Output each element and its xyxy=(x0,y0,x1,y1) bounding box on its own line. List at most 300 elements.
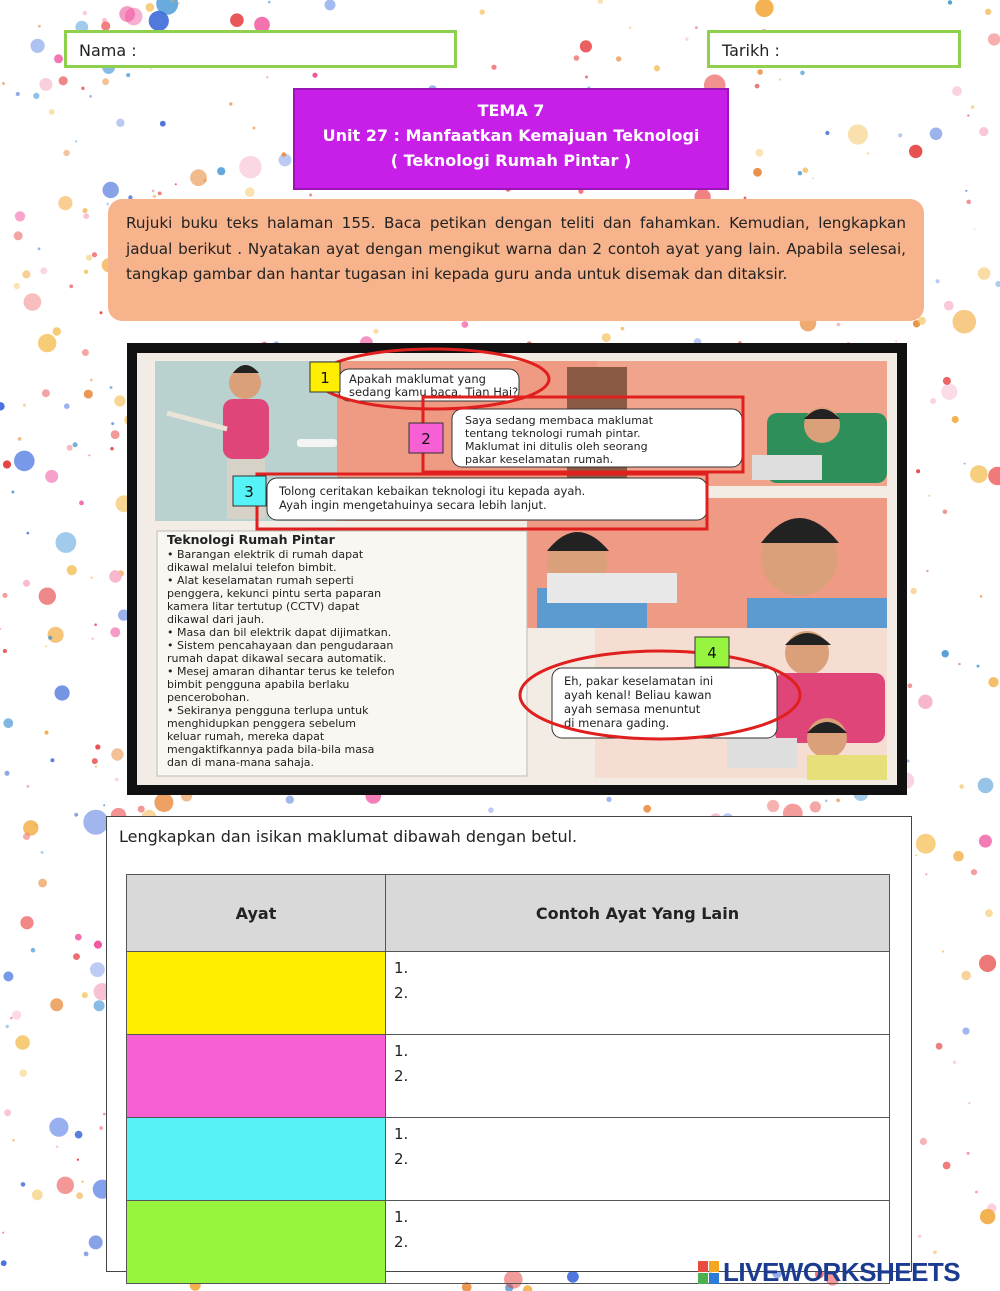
paint-dot xyxy=(175,183,177,185)
paint-dot xyxy=(918,695,932,709)
paint-dot xyxy=(38,25,41,28)
paint-dot xyxy=(39,588,56,605)
paint-dot xyxy=(116,119,124,127)
marker-4-label: 4 xyxy=(707,644,717,662)
paint-dot xyxy=(925,873,927,875)
paint-dot xyxy=(837,323,841,327)
paint-dot xyxy=(75,140,77,142)
paint-dot xyxy=(48,627,64,643)
text-line: • Barangan elektrik di rumah dapat xyxy=(167,548,364,561)
paint-dot xyxy=(12,1010,21,1019)
ayat-cell-cyan[interactable] xyxy=(127,1118,386,1201)
text-line: keluar rumah, mereka dapat xyxy=(167,730,325,743)
paint-dot xyxy=(602,333,611,342)
text-line: penggera, kekunci pintu serta paparan xyxy=(167,587,382,600)
paint-dot xyxy=(22,270,30,278)
paint-dot xyxy=(23,580,30,587)
paint-dot xyxy=(75,934,82,941)
paint-dot xyxy=(230,13,244,27)
paint-dot xyxy=(979,835,992,848)
paint-dot xyxy=(755,0,773,17)
paint-dot xyxy=(48,636,52,640)
paint-dot xyxy=(978,778,994,794)
example-line-2: 2. xyxy=(394,1067,409,1085)
unit-title: Unit 27 : Manfaatkan Kemajuan Teknologi xyxy=(322,126,700,145)
paint-dot xyxy=(848,124,868,144)
paint-dot xyxy=(911,588,917,594)
paint-dot xyxy=(27,785,30,788)
paint-dot xyxy=(942,650,949,657)
paint-dot xyxy=(373,329,378,334)
paint-dot xyxy=(975,1191,978,1194)
paint-dot xyxy=(985,9,991,15)
paint-dot xyxy=(83,208,88,213)
paint-dot xyxy=(92,252,97,257)
paint-dot xyxy=(953,851,964,862)
paint-dot xyxy=(779,78,781,80)
paint-dot xyxy=(38,247,41,250)
text-line: di menara gading. xyxy=(564,716,670,730)
paint-dot xyxy=(103,182,119,198)
paint-dot xyxy=(67,565,77,575)
paint-dot xyxy=(0,402,5,410)
paint-dot xyxy=(5,771,10,776)
contoh-cell[interactable] xyxy=(386,952,890,1035)
paint-dot xyxy=(106,203,109,206)
paint-dot xyxy=(952,86,962,96)
paint-dot xyxy=(81,87,84,90)
paint-dot xyxy=(953,310,977,334)
paint-dot xyxy=(31,948,36,953)
paint-dot xyxy=(585,76,588,79)
text-line: dikawal melalui telefon bimbit. xyxy=(167,561,337,574)
paint-dot xyxy=(309,193,312,196)
example-line-1: 1. xyxy=(394,959,409,977)
paint-dot xyxy=(18,437,22,441)
paint-dot xyxy=(83,810,108,835)
example-line-2: 2. xyxy=(394,984,409,1002)
paint-dot xyxy=(979,127,988,136)
topic-title: ( Teknologi Rumah Pintar ) xyxy=(390,151,632,170)
paint-dot xyxy=(158,192,162,196)
text-line: • Sekiranya pengguna terlupa untuk xyxy=(167,704,369,717)
paint-dot xyxy=(15,211,25,221)
paint-dot xyxy=(38,334,56,352)
paint-dot xyxy=(621,327,625,331)
paint-dot xyxy=(643,805,651,813)
paint-dot xyxy=(114,395,125,406)
paint-dot xyxy=(110,627,120,637)
paint-dot xyxy=(21,1182,26,1187)
paint-dot xyxy=(462,321,469,328)
paint-dot xyxy=(45,645,47,647)
paint-dot xyxy=(12,1139,15,1142)
paint-dot xyxy=(971,869,977,875)
paint-dot xyxy=(915,854,917,856)
paint-dot xyxy=(757,69,763,75)
paint-dot xyxy=(40,267,47,274)
paint-dot xyxy=(20,916,33,929)
paint-dot xyxy=(803,167,809,173)
paint-dot xyxy=(86,255,92,261)
paint-dot xyxy=(6,1025,9,1028)
paint-dot xyxy=(936,279,940,283)
paint-dot xyxy=(767,800,779,812)
ayat-cell-pink[interactable] xyxy=(127,1035,386,1118)
paint-dot xyxy=(942,950,944,952)
ayat-cell-green[interactable] xyxy=(127,1201,386,1284)
text-line: pakar keselamatan rumah. xyxy=(465,453,614,466)
paint-dot xyxy=(933,1250,937,1254)
text-line: kamera litar tertutup (CCTV) dapat xyxy=(167,600,360,613)
text-line: Eh, pakar keselamatan ini xyxy=(564,674,714,688)
marker-1-label: 1 xyxy=(320,369,330,387)
paint-dot xyxy=(980,1209,995,1224)
paint-dot xyxy=(944,301,954,311)
paint-dot xyxy=(958,663,960,665)
contoh-cell[interactable] xyxy=(386,1118,890,1201)
paint-dot xyxy=(961,971,971,981)
paint-dot xyxy=(943,377,951,385)
paint-dot xyxy=(84,390,93,399)
paint-dot xyxy=(606,797,611,802)
text-line: bimbit pengguna apabila berlaku xyxy=(167,678,350,691)
text-line: • Mesej amaran dihantar terus ke telefon xyxy=(167,665,395,678)
paint-dot xyxy=(11,491,14,494)
text-line: Ayah ingin mengetahuinya secara lebih lanjut. xyxy=(279,498,547,512)
paint-dot xyxy=(598,0,603,4)
paint-dot xyxy=(90,379,93,382)
text-line: dikawal dari jauh. xyxy=(167,613,265,626)
paint-dot xyxy=(56,532,77,553)
paint-dot xyxy=(3,718,13,728)
paint-dot xyxy=(64,403,70,409)
paint-dot xyxy=(82,992,88,998)
paint-dot xyxy=(49,1118,68,1137)
paint-dot xyxy=(76,1192,83,1199)
paint-dot xyxy=(480,9,485,14)
title-banner xyxy=(293,88,729,190)
paint-dot xyxy=(695,26,698,29)
paint-dot xyxy=(916,834,936,854)
instruction-text: Rujuki buku teks halaman 155. Baca petikan dengan teliti dan fahamkan. Kemudian, lengkapkan jadual berikut . Nyatakan ayat dengan mengikut warna dan 2 contoh ayat yang lain. Apabila selesai, tangkap gambar dan hantar tugasan ini kepada guru anda untuk disemak dan ditaksir. xyxy=(126,214,906,283)
text-line: tentang teknologi rumah pintar. xyxy=(465,427,641,440)
paint-dot xyxy=(83,11,87,15)
paint-dot xyxy=(977,665,980,668)
marker-3-label: 3 xyxy=(244,483,254,501)
comic-illustration xyxy=(127,343,907,795)
paint-dot xyxy=(152,190,155,193)
paint-dot xyxy=(967,1152,970,1155)
paint-dot xyxy=(38,879,47,888)
example-line-1: 1. xyxy=(394,1042,409,1060)
text-line: ayah kenal! Beliau kawan xyxy=(564,688,712,702)
paint-dot xyxy=(83,213,89,219)
paint-dot xyxy=(962,1028,969,1035)
paint-dot xyxy=(2,82,5,85)
paint-dot xyxy=(14,451,35,472)
example-line-1: 1. xyxy=(394,1125,409,1143)
paint-dot xyxy=(3,649,7,653)
paint-dot xyxy=(92,758,98,764)
paint-dot xyxy=(491,65,496,70)
paint-dot xyxy=(23,404,26,407)
paint-dot xyxy=(974,228,976,230)
paint-dot xyxy=(798,171,802,175)
paint-dot xyxy=(970,465,988,483)
paint-dot xyxy=(146,3,155,12)
paint-dot xyxy=(111,430,120,439)
paint-dot xyxy=(16,92,20,96)
paint-dot xyxy=(928,495,930,497)
paint-dot xyxy=(616,56,621,61)
paint-dot xyxy=(45,731,49,735)
paint-dot xyxy=(239,156,261,178)
paint-dot xyxy=(79,501,84,506)
paint-dot xyxy=(73,953,80,960)
date-label: Tarikh : xyxy=(722,41,780,60)
worksheet-prompt: Lengkapkan dan isikan maklumat dibawah dengan betul. xyxy=(119,827,578,846)
name-field[interactable] xyxy=(64,30,457,68)
paint-dot xyxy=(943,1162,951,1170)
paint-dot xyxy=(245,187,255,197)
example-line-2: 2. xyxy=(394,1233,409,1251)
paint-dot xyxy=(0,628,1,630)
paint-dot xyxy=(980,595,982,597)
paint-dot xyxy=(54,54,63,63)
text-line: rumah dapat dikawal secara automatik. xyxy=(167,652,387,665)
paint-dot xyxy=(102,78,109,85)
paint-dot xyxy=(988,467,1000,485)
paint-dot xyxy=(55,685,70,700)
paint-dot xyxy=(94,1000,105,1011)
ayat-cell-yellow[interactable] xyxy=(127,952,386,1035)
paint-dot xyxy=(836,799,840,803)
paint-dot xyxy=(110,447,113,450)
date-field[interactable] xyxy=(707,30,961,68)
paint-dot xyxy=(99,1126,103,1130)
text-line: sedang kamu baca, Tian Hai? xyxy=(349,385,519,399)
paint-dot xyxy=(3,971,13,981)
liveworksheets-watermark xyxy=(698,1257,960,1288)
paint-dot xyxy=(867,152,869,154)
paint-dot xyxy=(952,416,959,423)
paint-dot xyxy=(4,1109,11,1116)
paint-dot xyxy=(50,758,54,762)
paint-dot xyxy=(253,127,256,130)
paint-dot xyxy=(103,804,105,806)
paint-dot xyxy=(2,1232,4,1234)
paint-dot xyxy=(49,109,55,115)
paint-dot xyxy=(953,1061,956,1064)
paint-dot xyxy=(15,1035,30,1050)
watermark-text: LIVEWORKSHEETS xyxy=(723,1257,961,1287)
paint-dot xyxy=(111,422,114,425)
paint-dot xyxy=(988,677,998,687)
worksheet-panel xyxy=(106,816,912,1272)
paint-dot xyxy=(73,442,78,447)
paint-dot xyxy=(91,638,93,640)
text-line: Maklumat ini ditulis oleh seorang xyxy=(465,440,648,453)
paint-dot xyxy=(149,11,169,31)
paint-dot xyxy=(943,510,948,515)
paint-dot xyxy=(812,177,814,179)
paint-dot xyxy=(74,813,78,817)
paint-dot xyxy=(32,1190,43,1201)
paint-dot xyxy=(94,941,102,949)
instruction-box xyxy=(108,199,924,321)
paint-dot xyxy=(926,570,928,572)
paint-dot xyxy=(53,327,61,335)
text-line: • Masa dan bil elektrik dapat dijimatkan. xyxy=(167,626,392,639)
paint-dot xyxy=(42,389,50,397)
paint-dot xyxy=(154,793,173,812)
paint-dot xyxy=(488,807,494,813)
paint-dot xyxy=(110,386,113,389)
paint-dot xyxy=(979,955,996,972)
paint-dot xyxy=(217,167,225,175)
paint-dot xyxy=(119,6,135,22)
paint-dot xyxy=(67,445,73,451)
paint-dot xyxy=(100,311,103,314)
paint-dot xyxy=(10,1017,13,1020)
paint-dot xyxy=(14,231,23,240)
text-line: mengaktifkannya pada bila-bila masa xyxy=(167,743,375,756)
contoh-cell[interactable] xyxy=(386,1035,890,1118)
paint-dot xyxy=(629,27,631,29)
paint-dot xyxy=(574,55,580,61)
paint-dot xyxy=(810,801,821,812)
paint-dot xyxy=(23,833,30,840)
example-line-2: 2. xyxy=(394,1150,409,1168)
table-row xyxy=(127,1035,890,1118)
paint-dot xyxy=(89,1235,103,1249)
paint-dot xyxy=(59,76,68,85)
paint-dot xyxy=(153,195,156,198)
paint-dot xyxy=(45,470,58,483)
theme-title: TEMA 7 xyxy=(477,101,545,120)
paint-dot xyxy=(978,267,991,280)
answer-table xyxy=(126,874,890,1284)
paint-dot xyxy=(95,766,97,768)
paint-dot xyxy=(995,281,1000,287)
paint-dot xyxy=(33,93,39,99)
paint-dot xyxy=(654,65,660,71)
liveworksheets-logo-icon xyxy=(698,1261,720,1285)
paint-dot xyxy=(755,84,760,89)
paint-dot xyxy=(325,0,336,10)
paint-dot xyxy=(229,102,232,105)
paint-dot xyxy=(965,190,967,192)
paint-dot xyxy=(84,1252,89,1257)
paint-dot xyxy=(971,105,974,108)
marker-2-label: 2 xyxy=(421,430,431,448)
paint-dot xyxy=(77,1159,79,1161)
paint-dot xyxy=(39,78,52,91)
paint-dot xyxy=(94,623,97,626)
paint-dot xyxy=(825,800,828,803)
paint-dot xyxy=(930,398,936,404)
paint-dot xyxy=(126,73,130,77)
paint-dot xyxy=(908,683,913,688)
paint-dot xyxy=(57,1177,74,1194)
column-header-contoh: Contoh Ayat Yang Lain xyxy=(386,875,890,952)
paint-dot xyxy=(920,1138,927,1145)
text-line: Tolong ceritakan kebaikan teknologi itu kepada ayah. xyxy=(279,484,586,498)
text-line: Saya sedang membaca maklumat xyxy=(465,414,653,427)
paint-dot xyxy=(948,0,952,4)
paint-dot xyxy=(178,2,180,4)
text-line: • Sistem pencahayaan dan pengudaraan xyxy=(167,639,394,652)
paint-dot xyxy=(930,128,943,141)
paint-dot xyxy=(2,593,7,598)
paint-dot xyxy=(685,37,688,40)
paint-dot xyxy=(936,1043,943,1050)
example-line-1: 1. xyxy=(394,1208,409,1226)
paint-dot xyxy=(268,1,271,4)
paint-dot xyxy=(84,270,88,274)
text-line: ayah semasa menuntut xyxy=(564,702,701,716)
paint-dot xyxy=(30,39,44,53)
paint-dot xyxy=(24,293,42,311)
paint-dot xyxy=(41,851,44,854)
paint-dot xyxy=(75,1131,83,1139)
paint-dot xyxy=(90,576,93,579)
paint-dot xyxy=(959,784,964,789)
paint-dot xyxy=(282,152,287,157)
paint-dot xyxy=(89,95,92,98)
paint-dot xyxy=(968,1102,970,1104)
paint-dot xyxy=(160,121,166,127)
paint-dot xyxy=(81,1181,83,1183)
paint-dot xyxy=(523,1285,532,1291)
paint-dot xyxy=(312,73,317,78)
paint-dot xyxy=(82,349,89,356)
paint-dot xyxy=(138,806,145,813)
paint-dot xyxy=(964,463,966,465)
text-line: dan di mana-mana sahaja. xyxy=(167,756,315,769)
paint-dot xyxy=(109,570,121,582)
paint-dot xyxy=(756,149,764,157)
name-label: Nama : xyxy=(79,41,137,60)
paint-dot xyxy=(266,76,268,78)
paint-dot xyxy=(63,150,69,156)
info-title: Teknologi Rumah Pintar xyxy=(167,532,335,547)
table-row xyxy=(127,1118,890,1201)
paint-dot xyxy=(988,33,1000,45)
paint-dot xyxy=(918,317,926,325)
text-line: menghidupkan penggera sebelum xyxy=(167,717,356,730)
paint-dot xyxy=(800,71,805,76)
table-row xyxy=(127,952,890,1035)
text-line: • Alat keselamatan rumah seperti xyxy=(167,574,354,587)
paint-dot xyxy=(27,532,30,535)
paint-dot xyxy=(1,1260,7,1266)
paint-dot xyxy=(14,283,20,289)
paint-dot xyxy=(56,1145,59,1148)
paint-dot xyxy=(111,748,123,760)
paint-dot xyxy=(966,200,971,205)
paint-dot xyxy=(19,1069,27,1077)
paint-dot xyxy=(95,744,100,749)
paint-dot xyxy=(88,454,90,456)
paint-dot xyxy=(985,909,993,917)
paint-dot xyxy=(190,169,207,186)
text-line: pencerobohan. xyxy=(167,691,250,704)
paint-dot xyxy=(918,1235,922,1239)
paint-dot xyxy=(967,114,969,116)
paint-dot xyxy=(90,962,105,977)
